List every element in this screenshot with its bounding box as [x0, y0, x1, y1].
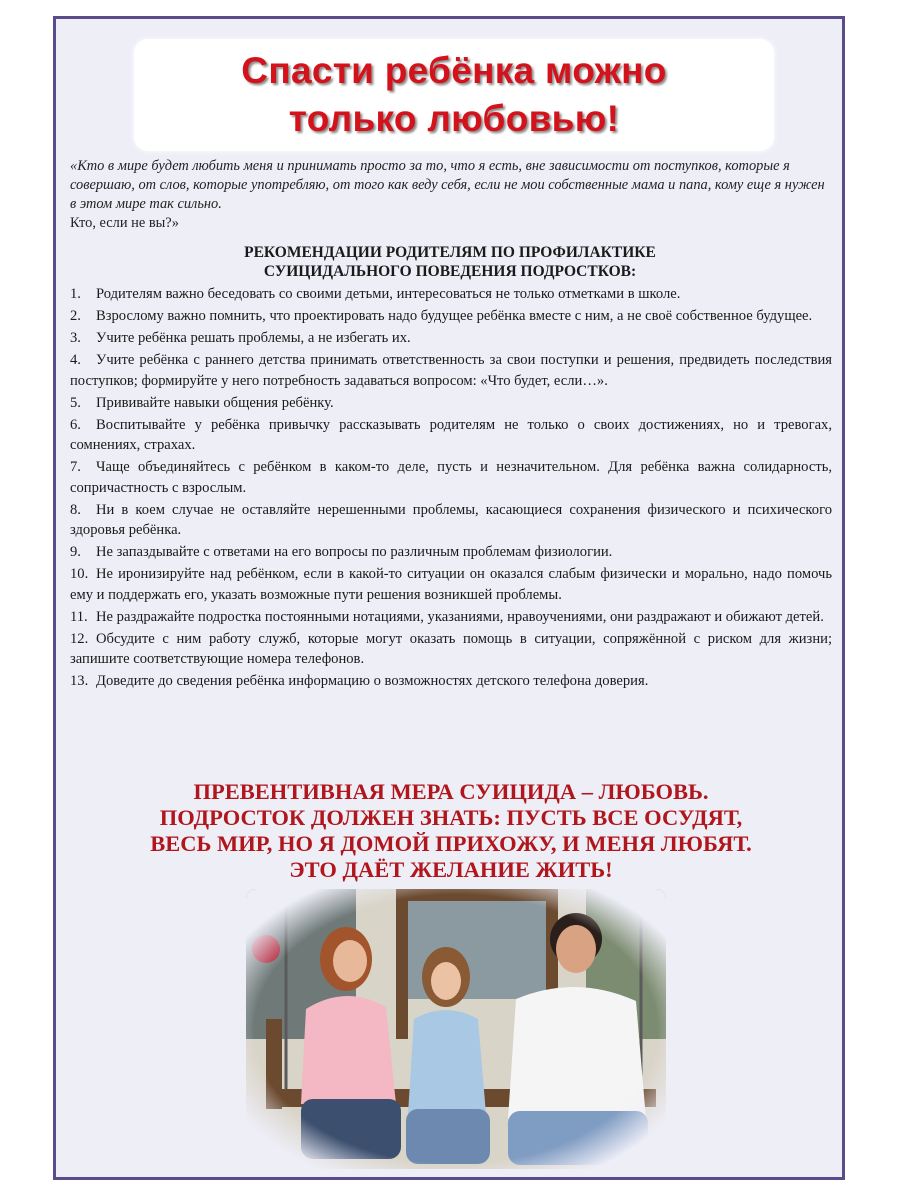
epigraph-quote: «Кто в мире будет любить меня и принимать просто за то, что я есть, вне зависимости от поступков, которые я совершаю, от слов, которые употребляю, от того как веду себя, если не мои собственные мама и папа, кому еще я нужен в этом мире так сильно.	[70, 158, 825, 212]
list-item	[70, 607, 832, 628]
recommendations-heading	[70, 243, 830, 281]
item-number: 10.	[70, 566, 89, 582]
epigraph	[70, 157, 830, 233]
list-item	[70, 328, 832, 349]
item-number: 3.	[70, 330, 81, 346]
item-number: 12.	[70, 630, 89, 647]
item-number: 8.	[70, 501, 81, 518]
item-text: Не запаздывайте с ответами на его вопросы по различным проблемам физиологии.	[96, 544, 613, 560]
list-item	[70, 542, 832, 563]
slogan	[70, 779, 832, 883]
item-number: 2.	[70, 308, 81, 324]
list-item	[70, 284, 832, 305]
slogan-line-4: ЭТО ДАЁТ ЖЕЛАНИЕ ЖИТЬ!	[289, 857, 613, 882]
recommendations-heading-line-1: РЕКОМЕНДАЦИИ РОДИТЕЛЯМ ПО ПРОФИЛАКТИКЕ	[244, 244, 656, 261]
item-text: Ни в коем случае не оставляйте нерешенными проблемы, касающиеся сохранения физического и психического здоровья ребёнка.	[70, 501, 832, 538]
item-text: Не раздражайте подростка постоянными нотациями, указаниями, нравоучениями, они раздражают и обижают детей.	[96, 608, 824, 625]
item-number: 7.	[70, 459, 81, 475]
recommendations-list	[70, 284, 832, 693]
title-banner	[134, 39, 774, 151]
item-number: 1.	[70, 286, 81, 302]
item-text: Воспитывайте у ребёнка привычку рассказывать родителям не только о своих достижениях, но и тревогах, сомнениях, страхах.	[70, 416, 832, 453]
list-item	[70, 306, 832, 327]
item-text: Прививайте навыки общения ребёнку.	[96, 394, 334, 411]
item-text: Не иронизируйте над ребёнком, если в какой-то ситуации он оказался слабым физически и морально, надо помочь ему и поддержать его, указать возможные пути решения возникшей проблемы.	[70, 566, 832, 603]
slogan-line-2: ПОДРОСТОК ДОЛЖЕН ЗНАТЬ: ПУСТЬ ВСЕ ОСУДЯТ,	[159, 805, 743, 830]
epigraph-tail: Кто, если не вы?»	[70, 215, 179, 231]
item-text: Обсудите с ним работу служб, которые могут оказать помощь в ситуации, сопряжённой с риском для жизни; запишите соответствующие номера телефонов.	[70, 630, 832, 667]
item-text: Доведите до сведения ребёнка информацию о возможностях детского телефона доверия.	[96, 673, 649, 689]
item-number: 5.	[70, 394, 81, 411]
slogan-line-1: ПРЕВЕНТИВНАЯ МЕРА СУИЦИДА – ЛЮБОВЬ.	[193, 779, 709, 804]
list-item	[70, 457, 832, 498]
recommendations-heading-line-2: СУИЦИДАЛЬНОГО ПОВЕДЕНИЯ ПОДРОСТКОВ:	[263, 263, 637, 280]
item-text: Взрослому важно помнить, что проектировать надо будущее ребёнка вместе с ним, а не своё собственное будущее.	[96, 308, 813, 324]
slogan-line-3: ВЕСЬ МИР, НО Я ДОМОЙ ПРИХОЖУ, И МЕНЯ ЛЮБЯТ.	[150, 831, 752, 856]
list-item	[70, 564, 832, 605]
item-text: Учите ребёнка с раннего детства принимать ответственность за свои поступки и решения, предвидеть последствия поступков; формируйте у него потребность задаваться вопросом: «Что будет, если…».	[70, 352, 832, 389]
poster	[53, 16, 845, 1180]
item-number: 9.	[70, 544, 81, 560]
title-line-2: только любовью!	[288, 98, 620, 139]
item-text: Родителям важно беседовать со своими детьми, интересоваться не только отметками в школе.	[96, 286, 681, 302]
item-number: 11.	[70, 608, 88, 625]
family-photo	[246, 889, 666, 1169]
item-number: 4.	[70, 352, 81, 368]
title-line-1: Спасти ребёнка можно	[241, 50, 667, 91]
item-text: Чаще объединяйтесь с ребёнком в каком-то деле, пусть и незначительном. Для ребёнка важна солидарность, сопричастность с взрослым.	[70, 459, 832, 496]
list-item	[70, 500, 832, 541]
list-item	[70, 393, 832, 414]
list-item	[70, 350, 832, 391]
item-number: 6.	[70, 416, 81, 433]
list-item	[70, 415, 832, 456]
item-text: Учите ребёнка решать проблемы, а не избегать их.	[96, 330, 411, 346]
list-item	[70, 671, 832, 692]
list-item	[70, 629, 832, 670]
family-illustration	[246, 889, 666, 1169]
item-number: 13.	[70, 673, 89, 689]
